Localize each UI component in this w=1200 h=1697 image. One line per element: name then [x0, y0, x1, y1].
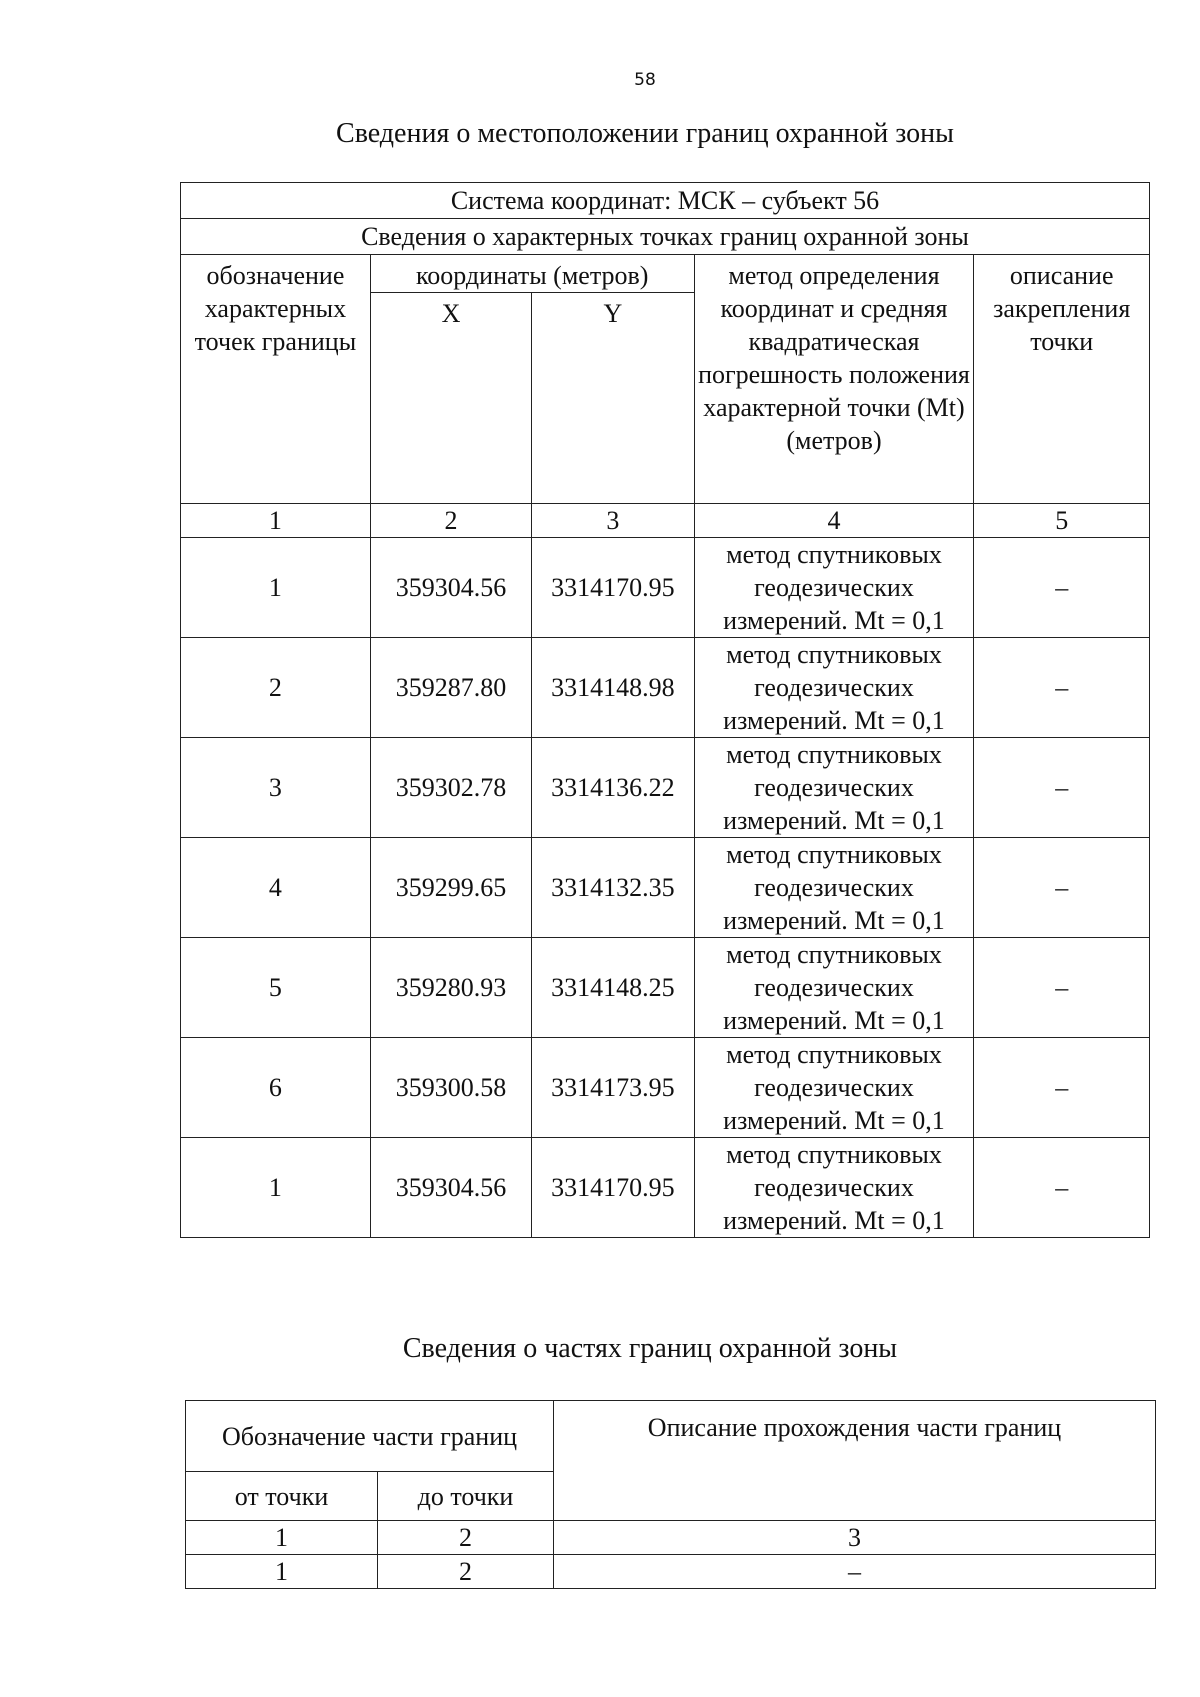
fixing-cell: –	[974, 1038, 1150, 1138]
fixing-cell: –	[974, 938, 1150, 1038]
part-designation-header: Обозначение части границ	[186, 1401, 554, 1472]
method-cell: метод спутниковых геодезических измерений. Mt = 0,1	[694, 638, 974, 738]
point-cell: 2	[181, 638, 371, 738]
column-number: 5	[974, 504, 1150, 538]
table-row	[181, 738, 1150, 838]
table-row	[181, 1038, 1150, 1138]
x-cell: 359287.80	[370, 638, 531, 738]
x-cell: 359304.56	[370, 1138, 531, 1238]
to-point-header: до точки	[378, 1472, 554, 1521]
points-table-body	[181, 538, 1150, 1238]
x-cell: 359302.78	[370, 738, 531, 838]
boundary-points-table	[180, 182, 1150, 1238]
fixing-cell: –	[974, 738, 1150, 838]
column-number: 1	[186, 1521, 378, 1555]
method-cell: метод спутниковых геодезических измерений. Mt = 0,1	[694, 738, 974, 838]
fixing-cell: –	[974, 538, 1150, 638]
column-number: 3	[554, 1521, 1156, 1555]
x-cell: 359280.93	[370, 938, 531, 1038]
point-cell: 6	[181, 1038, 371, 1138]
points-info-header: Сведения о характерных точках границ охранной зоны	[181, 219, 1150, 255]
method-cell: метод спутниковых геодезических измерений. Mt = 0,1	[694, 838, 974, 938]
table-row	[181, 1138, 1150, 1238]
table-row	[181, 838, 1150, 938]
table-row	[181, 538, 1150, 638]
y-cell: 3314148.25	[532, 938, 694, 1038]
parts-table-body	[186, 1555, 1156, 1589]
method-cell: метод спутниковых геодезических измерений. Mt = 0,1	[694, 1138, 974, 1238]
column-number: 1	[181, 504, 371, 538]
method-header: метод определения координат и средняя квадратическая погрешность положения характерной точки (Mt) (метров)	[694, 255, 974, 504]
y-cell: 3314170.95	[532, 538, 694, 638]
x-header: X	[370, 293, 531, 504]
point-cell: 5	[181, 938, 371, 1038]
fixing-cell: –	[974, 838, 1150, 938]
point-cell: 1	[181, 538, 371, 638]
method-cell: метод спутниковых геодезических измерений. Mt = 0,1	[694, 538, 974, 638]
x-cell: 359299.65	[370, 838, 531, 938]
page-number: 58	[634, 70, 656, 90]
y-header: Y	[532, 293, 694, 504]
method-cell: метод спутниковых геодезических измерений. Mt = 0,1	[694, 1038, 974, 1138]
point-cell: 3	[181, 738, 371, 838]
point-cell: 1	[181, 1138, 371, 1238]
x-cell: 359300.58	[370, 1038, 531, 1138]
point-cell: 4	[181, 838, 371, 938]
from-cell: 1	[186, 1555, 378, 1589]
part-description-header: Описание прохождения части границ	[554, 1401, 1156, 1521]
coordinate-system-header: Система координат: МСК – субъект 56	[181, 183, 1150, 219]
y-cell: 3314173.95	[532, 1038, 694, 1138]
description-cell: –	[554, 1555, 1156, 1589]
column-number: 2	[370, 504, 531, 538]
y-cell: 3314136.22	[532, 738, 694, 838]
method-cell: метод спутниковых геодезических измерений. Mt = 0,1	[694, 938, 974, 1038]
column-number: 4	[694, 504, 974, 538]
parts-section-title: Сведения о частях границ охранной зоны	[402, 1333, 898, 1364]
y-cell: 3314170.95	[532, 1138, 694, 1238]
to-cell: 2	[378, 1555, 554, 1589]
coordinates-header: координаты (метров)	[370, 255, 694, 293]
designation-header: обозначение характерных точек границы	[181, 255, 371, 504]
fixing-cell: –	[974, 1138, 1150, 1238]
boundary-parts-table	[185, 1400, 1156, 1589]
column-number: 3	[532, 504, 694, 538]
points-section-title: Сведения о местоположении границ охранной зоны	[336, 118, 954, 149]
x-cell: 359304.56	[370, 538, 531, 638]
table-row	[181, 638, 1150, 738]
table-row	[181, 938, 1150, 1038]
table-row	[186, 1555, 1156, 1589]
from-point-header: от точки	[186, 1472, 378, 1521]
column-number: 2	[378, 1521, 554, 1555]
fixing-header: описание закрепления точки	[974, 255, 1150, 504]
y-cell: 3314132.35	[532, 838, 694, 938]
fixing-cell: –	[974, 638, 1150, 738]
y-cell: 3314148.98	[532, 638, 694, 738]
